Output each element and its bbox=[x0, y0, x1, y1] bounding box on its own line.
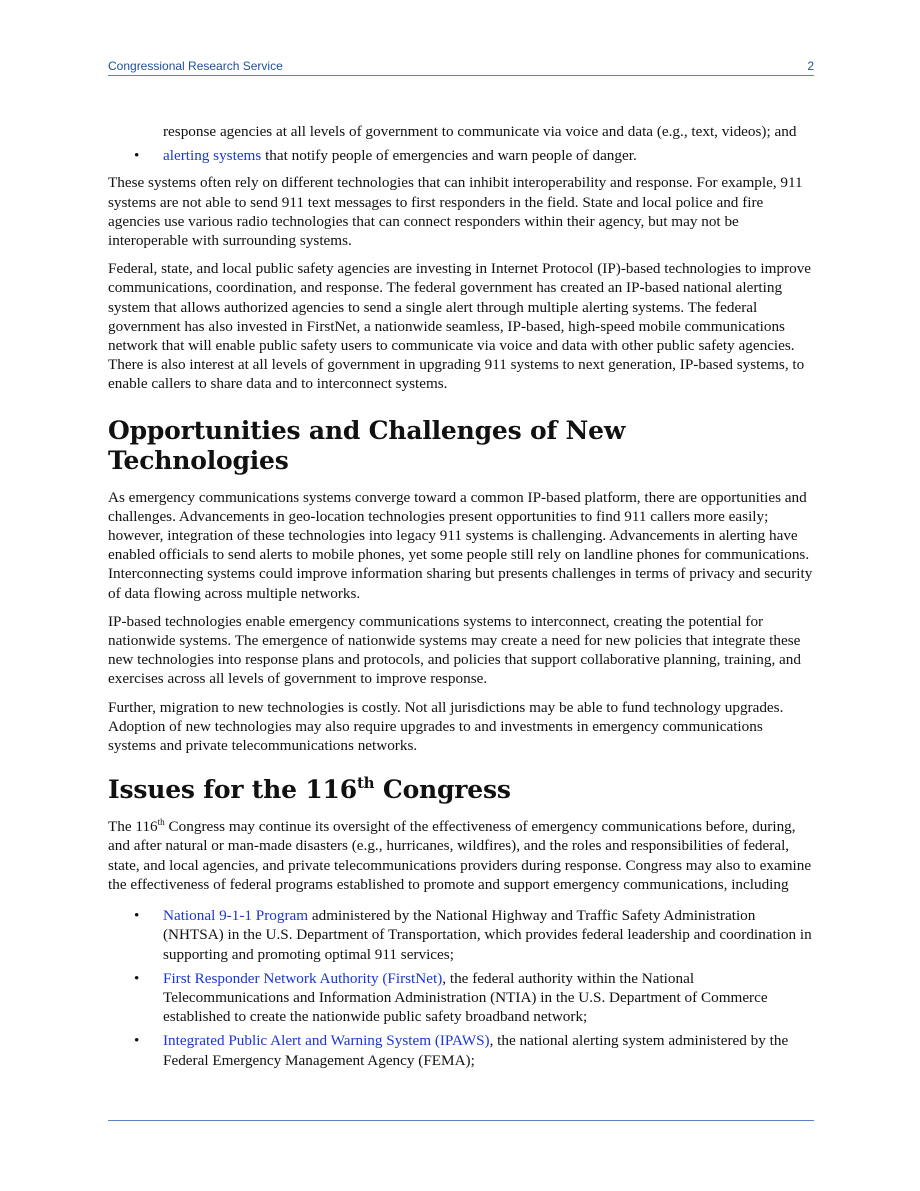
continued-bullet-text: response agencies at all levels of government to communicate via voice and data (e.g., text, videos); and bbox=[163, 123, 797, 140]
header-source: Congressional Research Service bbox=[108, 59, 283, 73]
paragraph-text: The 116 bbox=[108, 818, 158, 836]
program-bullet-list bbox=[108, 906, 814, 1070]
page-header bbox=[108, 59, 814, 76]
list-item bbox=[108, 906, 814, 964]
list-item-text: administered by the National Highway and Traffic Safety Administration (NHTSA) in the U.S. Department of Transportation, which provides federal leadership and coordination in supporting and promoting optimal 911 services; bbox=[163, 907, 812, 963]
paragraph-superscript: th bbox=[157, 816, 165, 827]
paragraph-text: Congress may continue its oversight of the effectiveness of emergency communications before, during, and after natural or man-made disasters (e.g., hurricanes, wildfires), and the roles and responsibilities of federal, state, and local agencies, and private telecommunications providers during response. Congress may also to examine the effectiveness of federal programs established to promote and support emergency communications, including bbox=[108, 818, 812, 893]
paragraph: Federal, state, and local public safety agencies are investing in Internet Protocol (IP)-based technologies to improve communications, coordination, and response. The federal government has created an IP-based national alerting system that allows authorized agencies to send a single alert through multiple alerting systems. The federal government has also invested in FirstNet, a nationwide seamless, IP-based, high-speed mobile communications network that will enable public safety users to communicate via voice and data with other public safety agencies. There is also interest at all levels of government in upgrading 911 systems to next generation, IP-based systems, to enable callers to share data and to interconnect systems. bbox=[108, 260, 812, 393]
footer-rule bbox=[108, 1120, 814, 1121]
firstnet-link[interactable]: First Responder Network Authority (FirstNet) bbox=[163, 969, 443, 987]
intro-bullet-list bbox=[108, 146, 814, 165]
ipaws-link[interactable]: Integrated Public Alert and Warning System (IPAWS) bbox=[163, 1032, 490, 1050]
alerting-systems-link[interactable]: alerting systems bbox=[163, 147, 262, 165]
bullet-icon: • bbox=[134, 1032, 140, 1050]
paragraph: These systems often rely on different technologies that can inhibit interoperability and response. For example, 911 systems are not able to send 911 text messages to first responders in the field. State and local police and fire agencies use various radio technologies that can connect responders within their agency, but may not be interoperable with surrounding systems. bbox=[108, 174, 803, 250]
section-heading bbox=[108, 775, 814, 805]
document-body bbox=[108, 122, 814, 1080]
list-item bbox=[108, 969, 814, 1027]
bullet-icon: • bbox=[134, 907, 140, 925]
heading-text: Issues for the 116 bbox=[108, 775, 357, 805]
list-item bbox=[108, 1031, 814, 1069]
heading-superscript: th bbox=[356, 774, 375, 793]
list-item bbox=[108, 146, 814, 165]
list-item-text: that notify people of emergencies and warn people of danger. bbox=[261, 147, 637, 165]
section-heading: Opportunities and Challenges of New Technologies bbox=[108, 415, 626, 475]
national-911-program-link[interactable]: National 9-1-1 Program bbox=[163, 907, 309, 925]
paragraph: IP-based technologies enable emergency communications systems to interconnect, creating the potential for nationwide systems. The emergence of nationwide systems may create a need for new policies that integrate these new technologies into response plans and protocols, and policies that support collaborative planning, training, and exercises across all levels of government to improve response. bbox=[108, 612, 801, 688]
heading-text: Congress bbox=[374, 775, 511, 805]
paragraph bbox=[108, 817, 814, 894]
list-item-text: , the national alerting system administered by the Federal Emergency Management Agency (FEMA); bbox=[163, 1032, 789, 1069]
bullet-icon: • bbox=[134, 969, 140, 987]
list-item-text: , the federal authority within the National Telecommunications and Information Administration (NTIA) in the U.S. Department of Commerce established to create the nationwide public safety broadband network; bbox=[163, 969, 768, 1026]
bullet-icon: • bbox=[134, 147, 140, 165]
paragraph: Further, migration to new technologies is costly. Not all jurisdictions may be able to fund technology upgrades. Adoption of new technologies may also require upgrades to and investments in emergency communications systems and private telecommunications networks. bbox=[108, 698, 784, 755]
paragraph: As emergency communications systems converge toward a common IP-based platform, there are opportunities and challenges. Advancements in geo-location technologies present opportunities to find 911 callers more easily; however, integration of these technologies into legacy 911 systems is challenging. Advancements in alerting have enabled officials to send alerts to mobile phones, yet some people still rely on landline phones for communications. Interconnecting systems could improve information sharing but presents challenges in terms of privacy and security of data flowing across multiple networks. bbox=[108, 488, 813, 602]
page-number: 2 bbox=[807, 59, 814, 73]
